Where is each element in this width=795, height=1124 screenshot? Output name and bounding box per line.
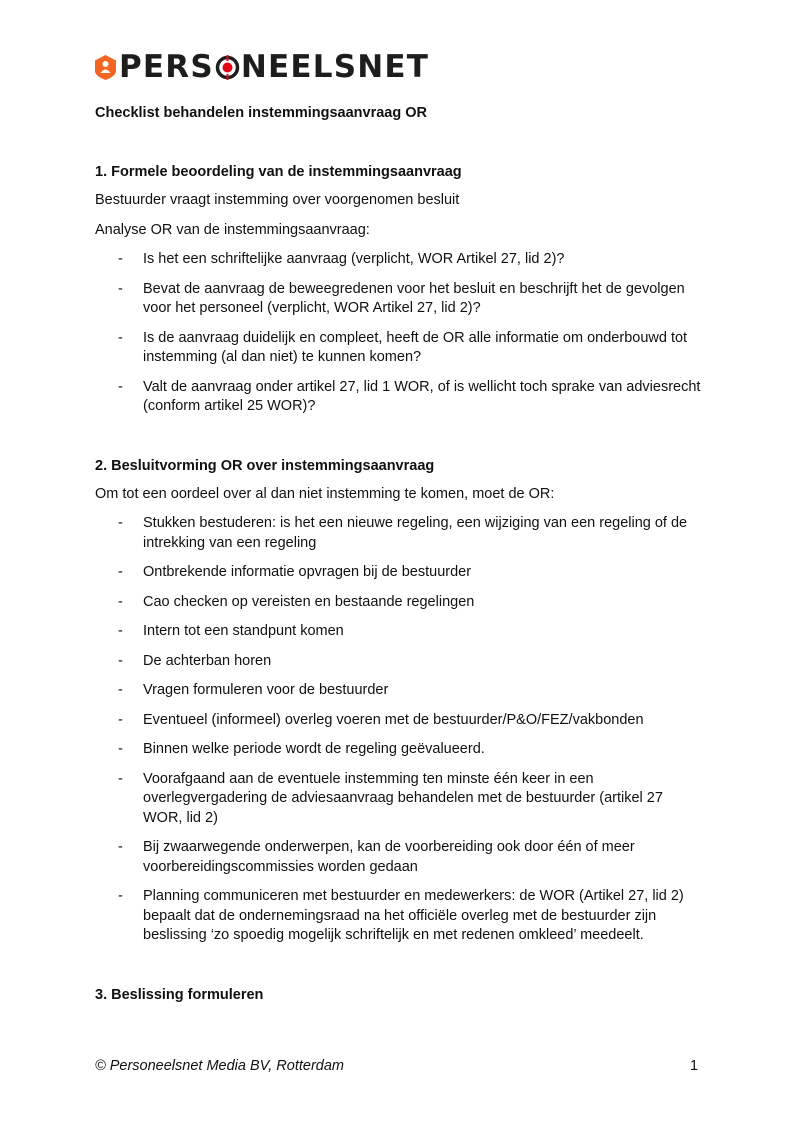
checklist xyxy=(95,514,705,946)
checklist xyxy=(95,250,705,417)
section-heading: 2. Besluitvorming OR over instemmingsaanvraag xyxy=(95,458,435,474)
logo-text-part: NEELSNET xyxy=(240,49,430,85)
dash-bullet: - xyxy=(118,623,123,639)
logo-wordmark xyxy=(119,50,429,84)
dash-bullet: - xyxy=(118,839,123,855)
section-formulate-decision xyxy=(95,986,705,1014)
logo-text-part: ERS xyxy=(142,49,214,85)
list-item-text: Binnen welke periode wordt de regeling geëvalueerd. xyxy=(143,741,485,757)
dash-bullet: - xyxy=(118,652,123,669)
list-item xyxy=(95,593,705,613)
shield-icon xyxy=(95,55,116,80)
personeelsnet-logo xyxy=(95,50,429,84)
dash-bullet: - xyxy=(118,251,123,267)
target-icon xyxy=(215,55,240,80)
list-item xyxy=(95,681,705,701)
paragraph: Bestuurder vraagt instemming over voorgenomen besluit xyxy=(95,192,460,208)
list-item-text: Is het een schriftelijke aanvraag (verplicht, WOR Artikel 27, lid 2)? xyxy=(143,251,565,267)
section-heading: 1. Formele beoordeling van de instemmingsaanvraag xyxy=(95,164,462,180)
logo-text-part: P xyxy=(119,49,143,85)
list-item xyxy=(95,514,705,553)
list-item xyxy=(95,770,705,829)
list-item-text: Bij zwaarwegende onderwerpen, kan de voorbereiding ook door één of meer voorbereidingscommissies worden gedaan xyxy=(143,839,635,875)
list-item xyxy=(95,280,705,319)
list-item-text: Bevat de aanvraag de beweegredenen voor het besluit en beschrijft het de gevolgen voor het personeel (verplicht, WOR Artikel 27, lid 2)? xyxy=(143,280,685,316)
list-item-text: Eventueel (informeel) overleg voeren met de bestuurder/P&O/FEZ/vakbonden xyxy=(143,711,644,728)
list-item xyxy=(95,563,705,583)
document-title: Checklist behandelen instemmingsaanvraag OR xyxy=(95,105,427,121)
list-item-text: Valt de aanvraag onder artikel 27, lid 1 WOR, of is wellicht toch sprake van adviesrecht (conform artikel 25 WOR)? xyxy=(143,378,701,414)
list-item-text: Vragen formuleren voor de bestuurder xyxy=(143,682,389,698)
list-item-text: Voorafgaand aan de eventuele instemming ten minste één keer in een overlegvergadering de adviesaanvraag behandelen met de bestuurder (artikel 27 WOR, lid 2) xyxy=(143,770,663,826)
dash-bullet: - xyxy=(118,515,123,531)
list-item xyxy=(95,622,705,642)
dash-bullet: - xyxy=(118,711,123,728)
footer-copyright: © Personeelsnet Media BV, Rotterdam xyxy=(95,1058,344,1074)
paragraph: Analyse OR van de instemmingsaanvraag: xyxy=(95,222,370,238)
list-item xyxy=(95,887,705,946)
page-number: 1 xyxy=(690,1058,699,1074)
section-formal-assessment xyxy=(95,163,705,427)
list-item-text: De achterban horen xyxy=(143,652,272,669)
dash-bullet: - xyxy=(118,564,123,580)
list-item xyxy=(95,652,705,672)
list-item-text: Cao checken op vereisten en bestaande regelingen xyxy=(143,593,475,610)
list-item xyxy=(95,329,705,368)
dash-bullet: - xyxy=(118,329,123,346)
list-item xyxy=(95,378,705,417)
dash-bullet: - xyxy=(118,888,123,904)
dash-bullet: - xyxy=(118,770,123,787)
dash-bullet: - xyxy=(118,741,123,757)
list-item-text: Intern tot een standpunt komen xyxy=(143,623,344,639)
dash-bullet: - xyxy=(118,682,123,698)
list-item xyxy=(95,740,705,760)
list-item-text: Stukken bestuderen: is het een nieuwe regeling, een wijziging van een regeling of de intrekking van een regeling xyxy=(143,515,688,551)
list-item xyxy=(95,838,705,877)
list-item xyxy=(95,250,705,270)
list-item-text: Is de aanvraag duidelijk en compleet, heeft de OR alle informatie om onderbouwd tot instemming (al dan niet) te kunnen komen? xyxy=(143,329,688,365)
list-item xyxy=(95,711,705,731)
dash-bullet: - xyxy=(118,378,123,395)
dash-bullet: - xyxy=(118,280,123,297)
section-decision-making xyxy=(95,457,705,956)
list-item-text: Ontbrekende informatie opvragen bij de bestuurder xyxy=(143,564,472,580)
list-item-text: Planning communiceren met bestuurder en medewerkers: de WOR (Artikel 27, lid 2) bepaalt dat de ondernemingsraad na het officiële overleg met de bestuurder zijn beslissing ‘zo spoedig mogelijk schriftelijk en met redenen omkleed’ meedeelt. xyxy=(143,888,684,943)
paragraph: Om tot een oordeel over al dan niet instemming te komen, moet de OR: xyxy=(95,486,555,502)
dash-bullet: - xyxy=(118,593,123,610)
section-heading: 3. Beslissing formuleren xyxy=(95,987,264,1003)
